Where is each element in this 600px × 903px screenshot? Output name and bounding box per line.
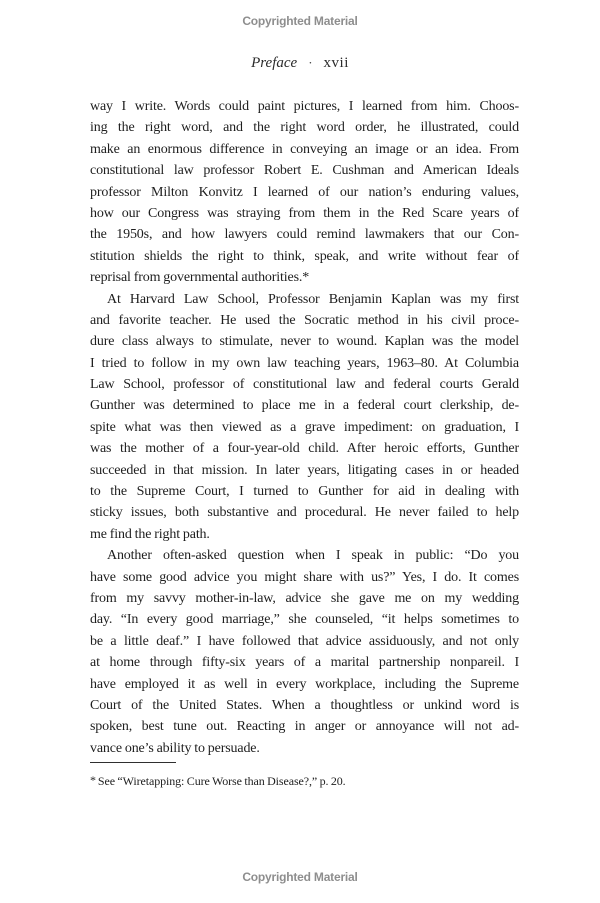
footnote-marker: *	[90, 773, 96, 788]
text-line: to the Supreme Court, I turned to Gunther for aid in dealing with	[90, 484, 519, 500]
text-line: the 1950s, and how lawyers could remind lawmakers that our Con-	[90, 227, 519, 243]
text-line: have some good advice you might share with us?” Yes, I do. It comes	[90, 569, 519, 585]
text-line: was the mother of a four-year-old child. After heroic efforts, Gunther	[90, 441, 519, 457]
paragraph	[90, 289, 519, 546]
text-line: Law School, professor of constitutional law and federal courts Gerald	[90, 377, 519, 393]
text-line: day. “In every good marriage,” she counseled, “it helps sometimes to	[90, 612, 519, 628]
footnote	[90, 762, 519, 789]
chapter-title: Preface	[251, 55, 298, 71]
text-line: stitution shields the right to think, speak, and write without fear of	[90, 248, 519, 264]
text-line: reprisal from governmental authorities.*	[90, 270, 310, 286]
text-line: ing the right word, and the right word order, he illustrated, could	[90, 120, 519, 136]
footnote-divider	[90, 762, 176, 763]
text-line: succeeded in that mission. In later years, litigating cases in or headed	[90, 462, 519, 478]
text-line: be a little deaf.” I have followed that advice assiduously, and not only	[90, 633, 519, 649]
text-line: have employed it as well in every workplace, including the Supreme	[90, 676, 519, 692]
text-line: At Harvard Law School, Professor Benjamin Kaplan was my first	[107, 291, 519, 307]
header-separator-dot: ·	[308, 55, 313, 70]
text-line: I tried to follow in my own law teaching years, 1963–80. At Columbia	[90, 355, 519, 371]
paragraph	[90, 96, 519, 289]
paragraph	[90, 545, 519, 759]
page-header	[0, 55, 600, 72]
text-line: make an enormous difference in conveying an image or an idea. From	[90, 141, 519, 157]
text-line: dure class always to stimulate, never to wound. Kaplan was the model	[90, 334, 519, 350]
text-line: from my savvy mother-in-law, advice she gave me on my wedding	[90, 590, 519, 606]
text-line: at home through fifty-six years of a marital partnership nonpareil. I	[90, 655, 519, 671]
text-line: Gunther was determined to place me in a federal court clerkship, de-	[90, 398, 519, 414]
text-line: professor Milton Konvitz I learned of our nation’s enduring values,	[90, 184, 519, 200]
text-line: vance one’s ability to persuade.	[90, 740, 260, 756]
text-line: and favorite teacher. He used the Socratic method in his civil proce-	[90, 312, 519, 328]
copyright-banner-bottom: Copyrighted Material	[242, 870, 358, 884]
text-line: constitutional law professor Robert E. Cushman and American Ideals	[90, 163, 519, 179]
text-line: spoken, best tune out. Reacting in anger or annoyance will not ad-	[90, 719, 519, 735]
text-line: way I write. Words could paint pictures, I learned from him. Choos-	[90, 99, 519, 114]
text-line: Court of the United States. When a thoughtless or unkind word is	[90, 697, 519, 713]
text-line: how our Congress was straying from them in the Red Scare years of	[90, 205, 519, 221]
text-line: spite what was then viewed as a grave impediment: on graduation, I	[90, 419, 519, 435]
footnote-text: See “Wiretapping: Cure Worse than Disease?,” p. 20.	[97, 774, 346, 789]
copyright-banner-top: Copyrighted Material	[242, 14, 358, 28]
text-line: sticky issues, both substantive and procedural. He never failed to help	[90, 505, 519, 521]
footnote-text-block	[90, 772, 519, 789]
body-text	[90, 96, 519, 789]
page-number: xvii	[323, 55, 349, 71]
text-line: me find the right path.	[90, 526, 210, 542]
text-line: Another often-asked question when I speak in public: “Do you	[107, 548, 519, 564]
